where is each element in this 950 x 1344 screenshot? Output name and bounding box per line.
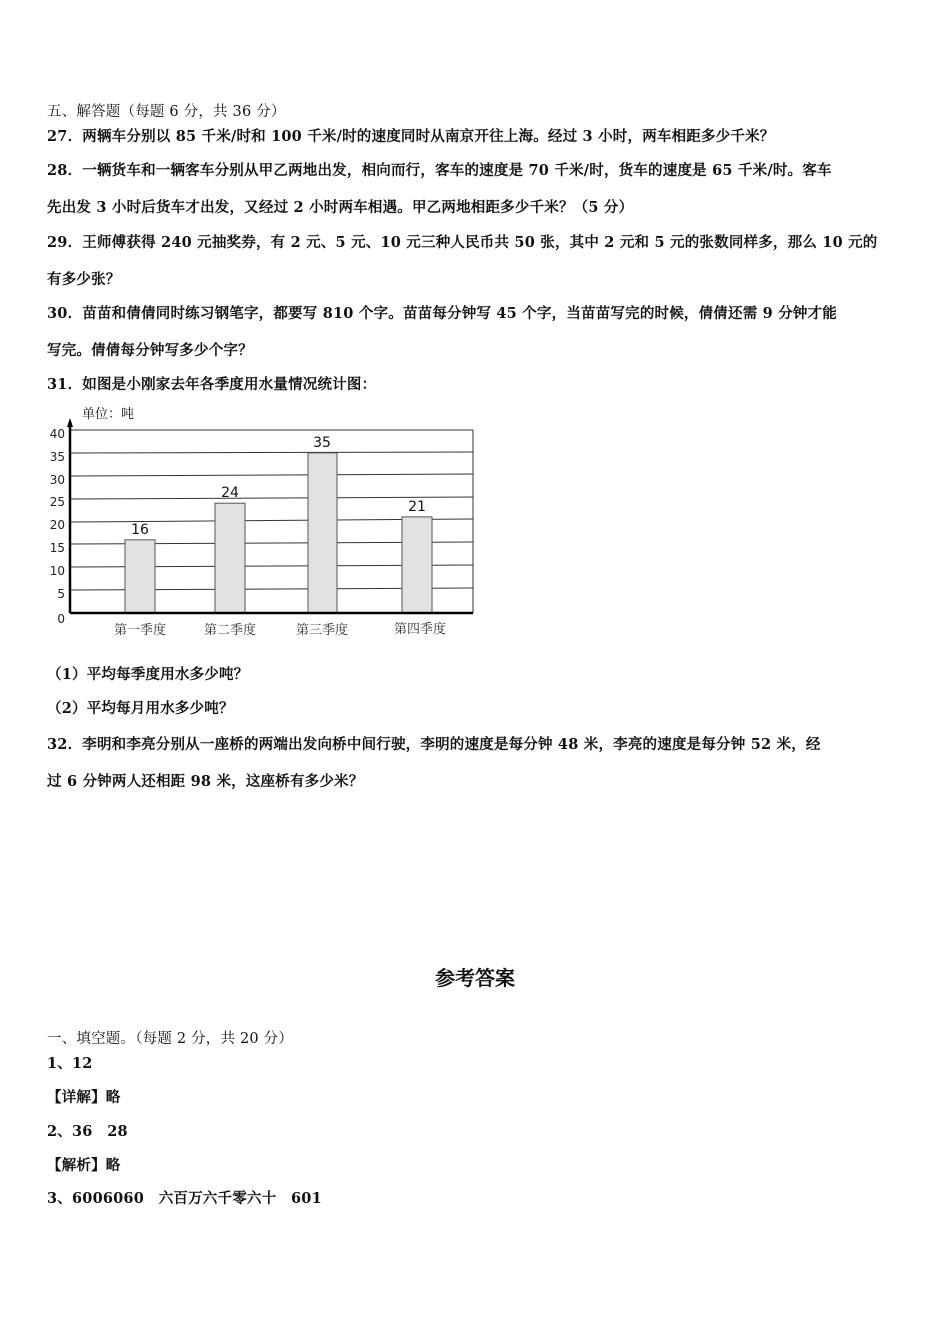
y-tick-labels <box>50 427 65 626</box>
question-28-line-1: 28．一辆货车和一辆客车分别从甲乙两地出发，相向而行，客车的速度是 70 千米/时，货车的速度是 65 千米/时。客车 <box>47 162 832 179</box>
question-27: 27．两辆车分别以 85 千米/时和 100 千米/时的速度同时从南京开往上海。经过 3 小时，两车相距多少千米？ <box>47 128 775 145</box>
question-29-line-1: 29．王师傅获得 240 元抽奖券，有 2 元、5 元、10 元三种人民币共 50 张，其中 2 元和 5 元的张数同样多，那么 10 元的 <box>47 234 878 251</box>
section-heading: 五、解答题（每题 6 分，共 36 分） <box>47 104 286 120</box>
question-31: 31．如图是小刚家去年各季度用水量情况统计图： <box>47 376 377 393</box>
svg-text:20: 20 <box>49 518 65 532</box>
svg-text:25: 25 <box>49 495 65 509</box>
question-32-line-2: 过 6 分钟两人还相距 98 米，这座桥有多少米？ <box>47 773 364 790</box>
svg-text:40: 40 <box>49 427 65 441</box>
svg-text:24: 24 <box>221 485 239 501</box>
question-32-line-1: 32．李明和李亮分别从一座桥的两端出发向桥中间行驶，李明的速度是每分钟 48 米，李亮的速度是每分钟 52 米，经 <box>47 736 821 753</box>
answer-3: 3、6006060 六百万六千零六十 601 <box>47 1190 322 1207</box>
svg-text:15: 15 <box>49 541 65 555</box>
svg-text:16: 16 <box>131 522 149 538</box>
svg-text:35: 35 <box>49 450 65 464</box>
bar-q1 <box>125 540 155 613</box>
answer-key-title: 参考答案 <box>435 966 515 990</box>
question-30-line-2: 写完。倩倩每分钟写多少个字？ <box>47 342 253 359</box>
answer-1-detail: 【详解】略 <box>47 1089 121 1106</box>
answer-section-heading: 一、填空题。（每题 2 分，共 20 分） <box>47 1031 294 1047</box>
answer-2: 2、36 28 <box>47 1123 128 1140</box>
bar-q4 <box>402 517 432 613</box>
svg-text:第二季度: 第二季度 <box>203 623 257 638</box>
subquestion-2: （2）平均每月用水多少吨？ <box>47 700 234 717</box>
question-30-line-1: 30．苗苗和倩倩同时练习钢笔字，都要写 810 个字。苗苗每分钟写 45 个字，当苗苗写完的时候，倩倩还需 9 分钟才能 <box>47 305 837 322</box>
svg-text:第一季度: 第一季度 <box>113 623 167 638</box>
question-29-line-2: 有多少张？ <box>47 271 121 288</box>
answer-1: 1、12 <box>47 1055 93 1072</box>
svg-text:10: 10 <box>49 564 65 578</box>
subquestion-1: （1）平均每季度用水多少吨？ <box>47 666 249 683</box>
chart-canvas <box>40 400 480 650</box>
question-28-line-2: 先出发 3 小时后货车才出发，又经过 2 小时两车相遇。甲乙两地相距多少千米？（5 分） <box>47 199 634 216</box>
answer-2-analysis: 【解析】略 <box>47 1157 121 1174</box>
chart-unit-label: 单位：吨 <box>82 407 135 422</box>
svg-text:30: 30 <box>49 473 65 487</box>
bar-q3 <box>308 453 337 613</box>
svg-text:0: 0 <box>57 612 65 626</box>
svg-text:35: 35 <box>313 435 331 451</box>
y-axis-arrow-icon <box>67 418 73 427</box>
svg-text:5: 5 <box>57 587 65 601</box>
svg-text:第三季度: 第三季度 <box>295 623 349 638</box>
bar-q2 <box>215 503 245 613</box>
x-category-labels <box>114 621 446 638</box>
bar-value-labels <box>131 435 426 538</box>
svg-text:第四季度: 第四季度 <box>393 622 447 637</box>
water-usage-bar-chart <box>40 400 480 650</box>
svg-text:21: 21 <box>408 499 426 515</box>
